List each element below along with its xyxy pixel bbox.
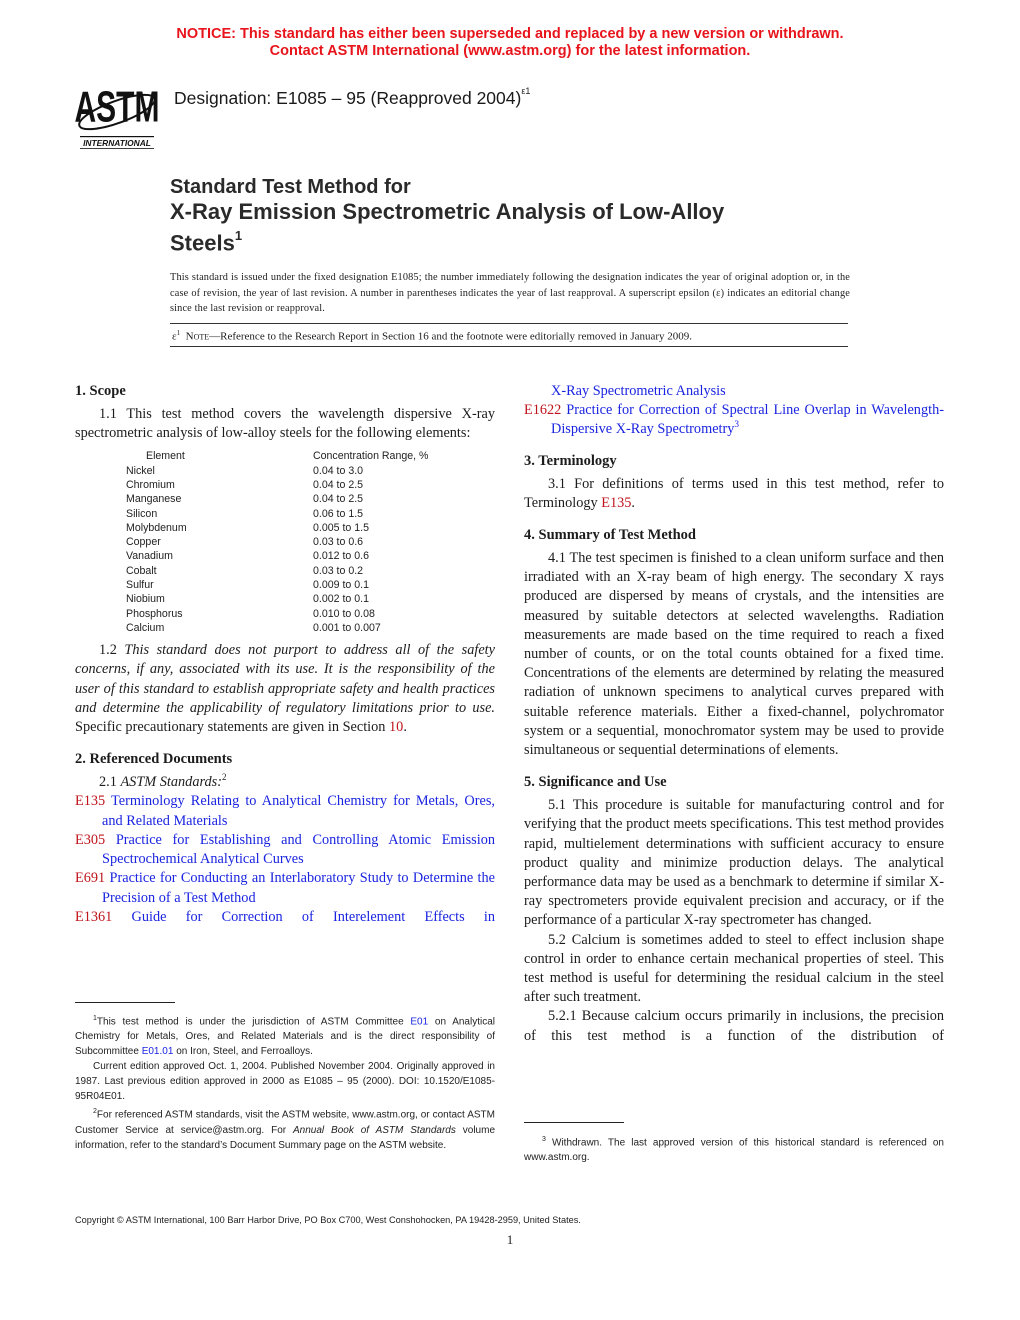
left-column [75, 382, 495, 927]
footnote-2: $^2$For referenced ASTM standards, visit the ASTM website, www.astm.org, or contact ASTM Customer Service at service@astm.org. For Annual Book of ASTM Standards volume information, refer to the standard’s Document Summary page on the ASTM website. [75, 1108, 496, 1151]
table-row: Cobalt 0.03 to 0.2 [126, 564, 364, 577]
designation-text: Designation: E1085 – 95 (Reapproved 2004) [174, 88, 522, 108]
footnote-3-mark[interactable]: 3 [734, 419, 739, 430]
committee-e01-link[interactable]: E01 [410, 1016, 429, 1028]
ref-title[interactable]: Practice for Conducting an Interlaboratory Study to Determine the Precision of a Test Method [102, 870, 496, 906]
ref-code[interactable]: E1622 [524, 402, 562, 419]
ref-code[interactable]: E1361 [75, 908, 113, 925]
title-footnote-mark[interactable]: 1 [234, 228, 243, 243]
footnote-3: $^3$ Withdrawn. The last approved version of this historical standard is referenced on www.astm.org. [524, 1136, 944, 1164]
table-row: Molybdenum 0.005 to 1.5 [126, 521, 369, 534]
ref-title[interactable]: Practice for Establishing and Controlling Atomic Emission Spectrochemical Analytical Curves [102, 831, 496, 868]
table-row: Calcium 0.001 to 0.007 [126, 621, 381, 634]
notice-line-2: Contact ASTM International (www.astm.org) for the latest information. [269, 43, 751, 59]
editorial-note: $\varepsilon^1$ Note—Reference to the Research Report in Section 16 and the footnote were editorially removed in January 2009. [172, 329, 693, 343]
logo-astm-text: ASTM [74, 81, 160, 131]
table-row: Copper 0.03 to 0.6 [126, 536, 364, 549]
paragraph-4-1: 4.1 The test specimen is finished to a clean uniform surface and then irradiated with an X-ray beam of high energy. The secondary X rays produced are dispersed by means of crystals, and the intensities are measured by suitable detectors at selected wavelengths. Radiation measurements are made based on the time required to reach a fixed number of counts, or on the total counts obtained for a fixed time. Concentrations of the elements are determined by relating the measured radiation of unknown specimens to analytical curves prepared with suitable reference materials. Either a fixed-channel, polychromator system or a sequential, monochromator system may be used to provide simultaneous or sequential determinations of elements. [524, 550, 944, 759]
reference-e305[interactable] [75, 831, 495, 869]
footnote-divider [524, 1122, 624, 1123]
reference-e1361[interactable] [75, 908, 495, 927]
title-line-2: X-Ray Emission Spectrometric Analysis of Low-Alloy [170, 199, 725, 224]
note-text: —Reference to the Research Report in Section 16 and the footnote were editorially removed in January 2009. [209, 330, 693, 343]
designation [174, 88, 530, 109]
copyright-notice: Copyright © ASTM International, 100 Barr Harbor Drive, PO Box C700, West Conshohocken, PA 19428-2959, United States. [75, 1215, 581, 1225]
astm-logo [72, 78, 162, 150]
table-row: Silicon 0.06 to 1.5 [126, 507, 364, 520]
paragraph-3-1: 3.1 For definitions of terms used in this test method, refer to Terminology E135. [524, 475, 944, 511]
column-header-range: Concentration Range, % [313, 450, 429, 463]
ref-title[interactable]: Terminology Relating to Analytical Chemistry for Metals, Ores, and Related Materials [102, 793, 495, 829]
section-heading-summary: 4. Summary of Test Method [524, 527, 696, 544]
reference-e1622[interactable] [524, 401, 944, 439]
ref-code[interactable]: E691 [75, 870, 106, 887]
divider [170, 346, 848, 347]
paragraph-1-2: 1.2 This standard does not purport to address all of the safety concerns, if any, associated with its use. It is the responsibility of the user of this standard to establish appropriate safety and health practices and determine the applicability of regulatory limitations prior to use. Specific precautionary statements are given in Section 10. [75, 642, 495, 736]
table-row: Manganese 0.04 to 2.5 [126, 493, 364, 506]
paragraph-1-1: 1.1 This test method covers the wavelength dispersive X-ray spectrometric analysis of low-alloy steels for the following elements: [75, 406, 495, 442]
e135-link[interactable]: E135 [601, 494, 632, 511]
section-heading-scope: 1. Scope [75, 383, 126, 399]
astm-logo-icon [72, 78, 162, 150]
title-line-1: Standard Test Method for [170, 176, 411, 198]
title-line-3: Steels$^1$ [170, 228, 243, 256]
ref-code[interactable]: E135 [75, 793, 106, 810]
ref-title[interactable]: X-Ray Spectrometric Analysis [551, 383, 726, 399]
section-10-link[interactable]: 10 [389, 719, 404, 736]
table-header-row [126, 449, 428, 463]
footnotes-right [524, 1132, 944, 1165]
paragraph-5-1: 5.1 This procedure is suitable for manufacturing control and for verifying that the product meets specifications. This test method provides rapid, multielement determinations with sufficient accuracy to ensure product quality and minimize production delays. The analytical performance data may be used as a benchmark to determine if similar X-ray spectrometers provide equivalent precision and accuracy, or if the performance of a particular X-ray spectrometer has changed. [524, 797, 944, 929]
designation-epsilon: ε1 [521, 86, 531, 97]
logo-international-text: INTERNATIONAL [83, 138, 151, 148]
ref-title[interactable]: Practice for Correction of Spectral Line Overlap in Wavelength-Dispersive X-Ray Spectrometry [551, 402, 944, 438]
paragraph-5-2-1: 5.2.1 Because calcium occurs primarily in inclusions, the precision of this test method is a function of the distribution of [524, 1008, 944, 1044]
standard-intro: This standard is issued under the fixed designation E1085; the number immediately following the designation indicates the year of original adoption or, in the case of revision, the year of last revision. A number in parentheses indicates the year of last reapproval. A superscript epsilon (ε) indicates an editorial change since the last revision or reapproval. [170, 272, 850, 314]
reference-e135[interactable] [75, 792, 495, 830]
table-row: Nickel 0.04 to 3.0 [126, 464, 364, 477]
footnote-divider [75, 1002, 175, 1003]
element-concentration-table [126, 449, 428, 635]
divider [170, 323, 848, 324]
notice-line-1: NOTICE: This standard has either been superseded and replaced by a new version or withdrawn. [176, 26, 844, 42]
footnotes-left [75, 1011, 495, 1153]
ref-code[interactable]: E305 [75, 831, 106, 848]
reference-e1361-continued[interactable] [524, 382, 944, 401]
table-row: Vanadium 0.012 to 0.6 [126, 550, 369, 563]
document-title [170, 175, 724, 256]
section-heading-significance: 5. Significance and Use [524, 774, 667, 791]
supersede-notice [0, 26, 1020, 60]
table-row: Niobium 0.002 to 0.1 [126, 593, 369, 606]
column-header-element: Element [146, 450, 185, 463]
paragraph-2-1: 2.1 ASTM Standards:$^2$ [99, 772, 227, 791]
section-heading-terminology: 3. Terminology [524, 452, 617, 469]
note-label: Note [185, 330, 210, 343]
table-row: Phosphorus 0.010 to 0.08 [126, 607, 375, 620]
footnote-1: $^1$This test method is under the jurisdiction of ASTM Committee E01 on Analytical Chemistry for Metals, Ores, and Related Materials and is the direct responsibility of Subcommittee E01.01 on Iron, Steel, and Ferroalloys. [75, 1015, 495, 1058]
edition-info: Current edition approved Oct. 1, 2004. Published November 2004. Originally approved in 1987. Last previous edition approved in 2000 as E1085 – 95 (2000). DOI: 10.1520/E1085-95R04E01. [75, 1061, 495, 1103]
page-number: 1 [506, 1232, 514, 1247]
section-heading-referenced-documents: 2. Referenced Documents [75, 751, 233, 768]
right-column [524, 382, 944, 1046]
paragraph-5-2: 5.2 Calcium is sometimes added to steel to effect inclusion shape control in order to enhance certain mechanical properties of steel. This test method is useful for determining the residual calcium in the steel after such treatment. [524, 931, 944, 1006]
footnote-2-mark[interactable]: 2 [222, 772, 227, 783]
table-row: Sulfur 0.009 to 0.1 [126, 579, 369, 592]
ref-title[interactable]: Guide for Correction of Interelement Effects in [131, 908, 496, 925]
reference-e691[interactable] [75, 869, 495, 907]
subcommittee-e01-01-link[interactable]: E01.01 [141, 1046, 174, 1058]
table-row: Chromium 0.04 to 2.5 [126, 479, 364, 491]
